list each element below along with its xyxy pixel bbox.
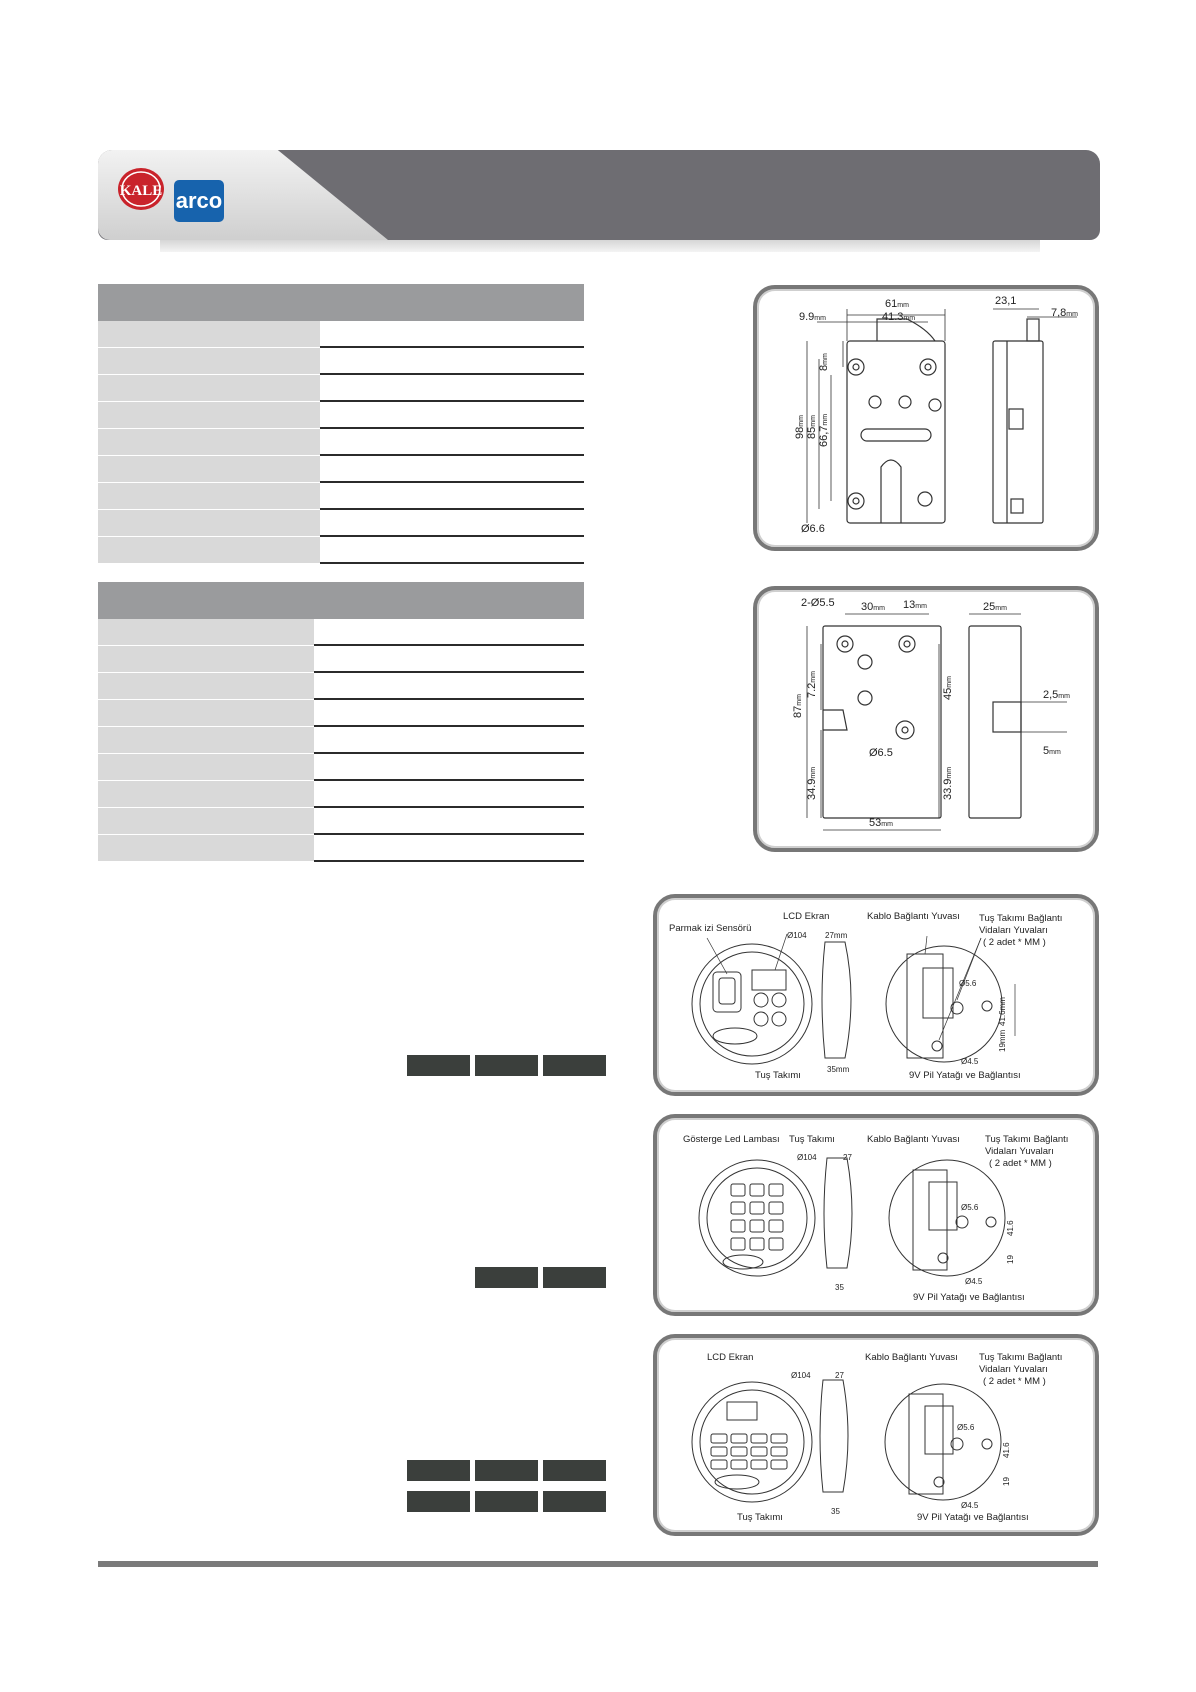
label-d35: 35mm <box>827 1065 850 1074</box>
unit-mm: mm <box>810 766 817 779</box>
dim-34-9: 34.9 <box>806 778 818 800</box>
label-keypad: Tuş Takımı <box>737 1512 783 1523</box>
label-depth: 27 <box>843 1153 852 1162</box>
dim-33-9: 33.9 <box>942 778 954 800</box>
label-cable: Kablo Bağlantı Yuvası <box>865 1352 958 1363</box>
label-screw-count: ( 2 adet * MM ) <box>989 1158 1052 1169</box>
dim-45: 45 <box>942 687 954 700</box>
unit-mm: mm <box>814 315 826 322</box>
footer-divider <box>98 1561 1098 1567</box>
unit-mm: mm <box>897 302 909 309</box>
label-d19: 19 <box>1002 1477 1011 1486</box>
arco-logo <box>174 180 224 222</box>
table-row <box>98 429 584 456</box>
svg-text:7.2mm <box>806 671 818 698</box>
label-d416: 41.6mm <box>998 997 1007 1026</box>
svg-text:41.3mm <box>882 311 915 323</box>
table-row <box>98 375 584 402</box>
label-keypad: Tuş Takımı <box>789 1134 835 1145</box>
svg-text:98mm <box>794 415 806 439</box>
label-screw-count: ( 2 adet * MM ) <box>983 1376 1046 1387</box>
svg-text:2,5mm <box>1043 689 1070 701</box>
label-led: Gösterge Led Lambası <box>683 1134 780 1145</box>
table-row <box>98 673 584 700</box>
svg-text:9.9mm <box>799 311 826 323</box>
label-d416: 41.6 <box>1006 1220 1015 1236</box>
dim-7-2: 7.2 <box>806 682 818 698</box>
keypad-drawing-fingerprint-svg <box>657 898 1095 1092</box>
table-row <box>98 835 584 862</box>
svg-text:13mm <box>903 599 927 611</box>
svg-text:66,7mm <box>818 414 830 447</box>
unit-mm: mm <box>822 413 829 426</box>
spec-table-1 <box>98 284 584 564</box>
svg-text:61mm <box>885 298 909 310</box>
dim-5: 5 <box>1043 745 1050 757</box>
table-row <box>98 808 584 835</box>
color-chip <box>543 1491 606 1512</box>
svg-text:87mm <box>792 694 804 718</box>
unit-mm: mm <box>810 671 817 683</box>
label-screw-count: ( 2 adet * MM ) <box>983 937 1046 948</box>
dim-87: 87 <box>792 705 804 718</box>
spec-table-2 <box>98 582 584 862</box>
unit-mm: mm <box>873 605 885 612</box>
table-row <box>98 727 584 754</box>
dim-7-8: 7,8 <box>1051 307 1067 319</box>
label-depth: 27mm <box>825 931 848 940</box>
lock-drawing-1 <box>753 285 1099 551</box>
label-dia: Ø104 <box>791 1371 811 1380</box>
dim-41-3: 41.3 <box>882 311 904 323</box>
color-chip <box>407 1491 470 1512</box>
dim-8: 8 <box>818 364 830 371</box>
svg-text:53mm <box>869 817 893 829</box>
label-cable: Kablo Bağlantı Yuvası <box>867 911 960 922</box>
table-row <box>98 700 584 727</box>
dim-85: 85 <box>806 426 818 439</box>
spec-table-1-header <box>98 284 584 321</box>
label-depth: 27 <box>835 1371 844 1380</box>
lock-drawing-1-svg <box>757 289 1095 547</box>
svg-text:7,8mm <box>1051 307 1078 319</box>
unit-mm: mm <box>946 676 953 688</box>
table-row <box>98 510 584 537</box>
dim-53: 53 <box>869 817 882 829</box>
table-row <box>98 619 584 646</box>
table-row <box>98 456 584 483</box>
label-fingerprint: Parmak izi Sensörü <box>669 923 752 934</box>
unit-mm: mm <box>903 315 916 322</box>
unit-mm: mm <box>810 415 817 427</box>
unit-mm: mm <box>798 415 805 427</box>
dim-2-5: 2,5 <box>1043 689 1059 701</box>
color-chip <box>475 1491 538 1512</box>
dim-13: 13 <box>903 599 916 611</box>
color-chip <box>475 1267 538 1288</box>
dim-23-1: 23,1 <box>995 295 1017 307</box>
svg-text:85mm <box>806 415 818 439</box>
table-row <box>98 754 584 781</box>
color-chip <box>543 1055 606 1076</box>
svg-text:45mm <box>942 676 954 700</box>
label-dia: Ø104 <box>797 1153 817 1162</box>
svg-text:34.9mm <box>806 767 818 800</box>
hole-dia: Ø6.6 <box>801 523 825 535</box>
unit-mm: mm <box>915 603 927 610</box>
unit-mm: mm <box>995 605 1007 612</box>
dim-66-7: 66,7 <box>818 425 830 447</box>
table-row <box>98 348 584 375</box>
svg-text:5mm <box>1043 745 1061 757</box>
dim-9-9: 9.9 <box>799 311 815 323</box>
label-battery: 9V Pil Yatağı ve Bağlantısı <box>909 1070 1021 1081</box>
label-d35: 35 <box>835 1283 844 1292</box>
label-dia: Ø104 <box>787 931 807 940</box>
color-chip <box>475 1460 538 1481</box>
banner-shadow <box>160 240 1040 252</box>
svg-text:25mm <box>983 601 1007 613</box>
unit-mm: mm <box>796 694 803 706</box>
label-d416: 41.6 <box>1002 1442 1011 1458</box>
color-chip <box>543 1267 606 1288</box>
table-row <box>98 537 584 564</box>
dim-61: 61 <box>885 298 898 310</box>
keypad-drawing-led <box>653 1114 1099 1316</box>
label-battery: 9V Pil Yatağı ve Bağlantısı <box>917 1512 1029 1523</box>
lock-drawing-2-svg <box>757 590 1095 848</box>
table-row <box>98 781 584 808</box>
label-keypad-screws: Tuş Takımı Bağlantı <box>985 1134 1069 1145</box>
label-keypad: Tuş Takımı <box>755 1070 801 1081</box>
color-chip <box>407 1460 470 1481</box>
label-d19: 19mm <box>998 1029 1007 1052</box>
unit-mm: mm <box>1066 311 1078 318</box>
label-d35: 35 <box>831 1507 840 1516</box>
table-row <box>98 646 584 673</box>
label-battery: 9V Pil Yatağı ve Bağlantısı <box>913 1292 1025 1303</box>
label-d45: Ø4.5 <box>961 1057 979 1066</box>
unit-mm: mm <box>1058 693 1070 700</box>
keypad-drawing-fingerprint <box>653 894 1099 1096</box>
label-cable: Kablo Bağlantı Yuvası <box>867 1134 960 1145</box>
label-keypad-screws: Tuş Takımı Bağlantı <box>979 1352 1063 1363</box>
arco-logo-text: arco <box>175 188 223 213</box>
keypad-drawing-lcd <box>653 1334 1099 1536</box>
label-lcd: LCD Ekran <box>783 911 830 922</box>
svg-text:30mm <box>861 601 885 613</box>
header-banner <box>98 150 1100 240</box>
unit-mm: mm <box>946 766 953 779</box>
kale-logo-text: KALE <box>119 183 163 199</box>
color-chip <box>407 1055 470 1076</box>
label-d56: Ø5.6 <box>961 1203 979 1212</box>
label-d45: Ø4.5 <box>965 1277 983 1286</box>
table-row <box>98 321 584 348</box>
label-d19: 19 <box>1006 1255 1015 1264</box>
unit-mm: mm <box>881 821 893 828</box>
label-screw-holes: Vidaları Yuvaları <box>979 925 1048 936</box>
unit-mm: mm <box>822 353 829 365</box>
label-screw-holes: Vidaları Yuvaları <box>979 1364 1048 1375</box>
table-row <box>98 402 584 429</box>
unit-mm: mm <box>1049 749 1061 756</box>
hole-dia: Ø6.5 <box>869 747 893 759</box>
keypad-drawing-led-svg <box>657 1118 1095 1312</box>
svg-text:33.9mm <box>942 767 954 800</box>
label-d45: Ø4.5 <box>961 1501 979 1510</box>
color-chip <box>475 1055 538 1076</box>
keypad-drawing-lcd-svg <box>657 1338 1095 1532</box>
color-chip <box>543 1460 606 1481</box>
lock-drawing-2 <box>753 586 1099 852</box>
label-keypad-screws: Tuş Takımı Bağlantı <box>979 913 1063 924</box>
dim-30: 30 <box>861 601 874 613</box>
dim-holes: 2-Ø5.5 <box>801 597 835 609</box>
label-screw-holes: Vidaları Yuvaları <box>985 1146 1054 1157</box>
spec-table-2-header <box>98 582 584 619</box>
dim-98: 98 <box>794 426 806 439</box>
dim-25: 25 <box>983 601 996 613</box>
label-d56: Ø5.6 <box>957 1423 975 1432</box>
kale-logo <box>116 166 166 212</box>
table-row <box>98 483 584 510</box>
label-d56: Ø5.6 <box>959 979 977 988</box>
svg-text:8mm <box>818 353 830 371</box>
label-lcd: LCD Ekran <box>707 1352 754 1363</box>
